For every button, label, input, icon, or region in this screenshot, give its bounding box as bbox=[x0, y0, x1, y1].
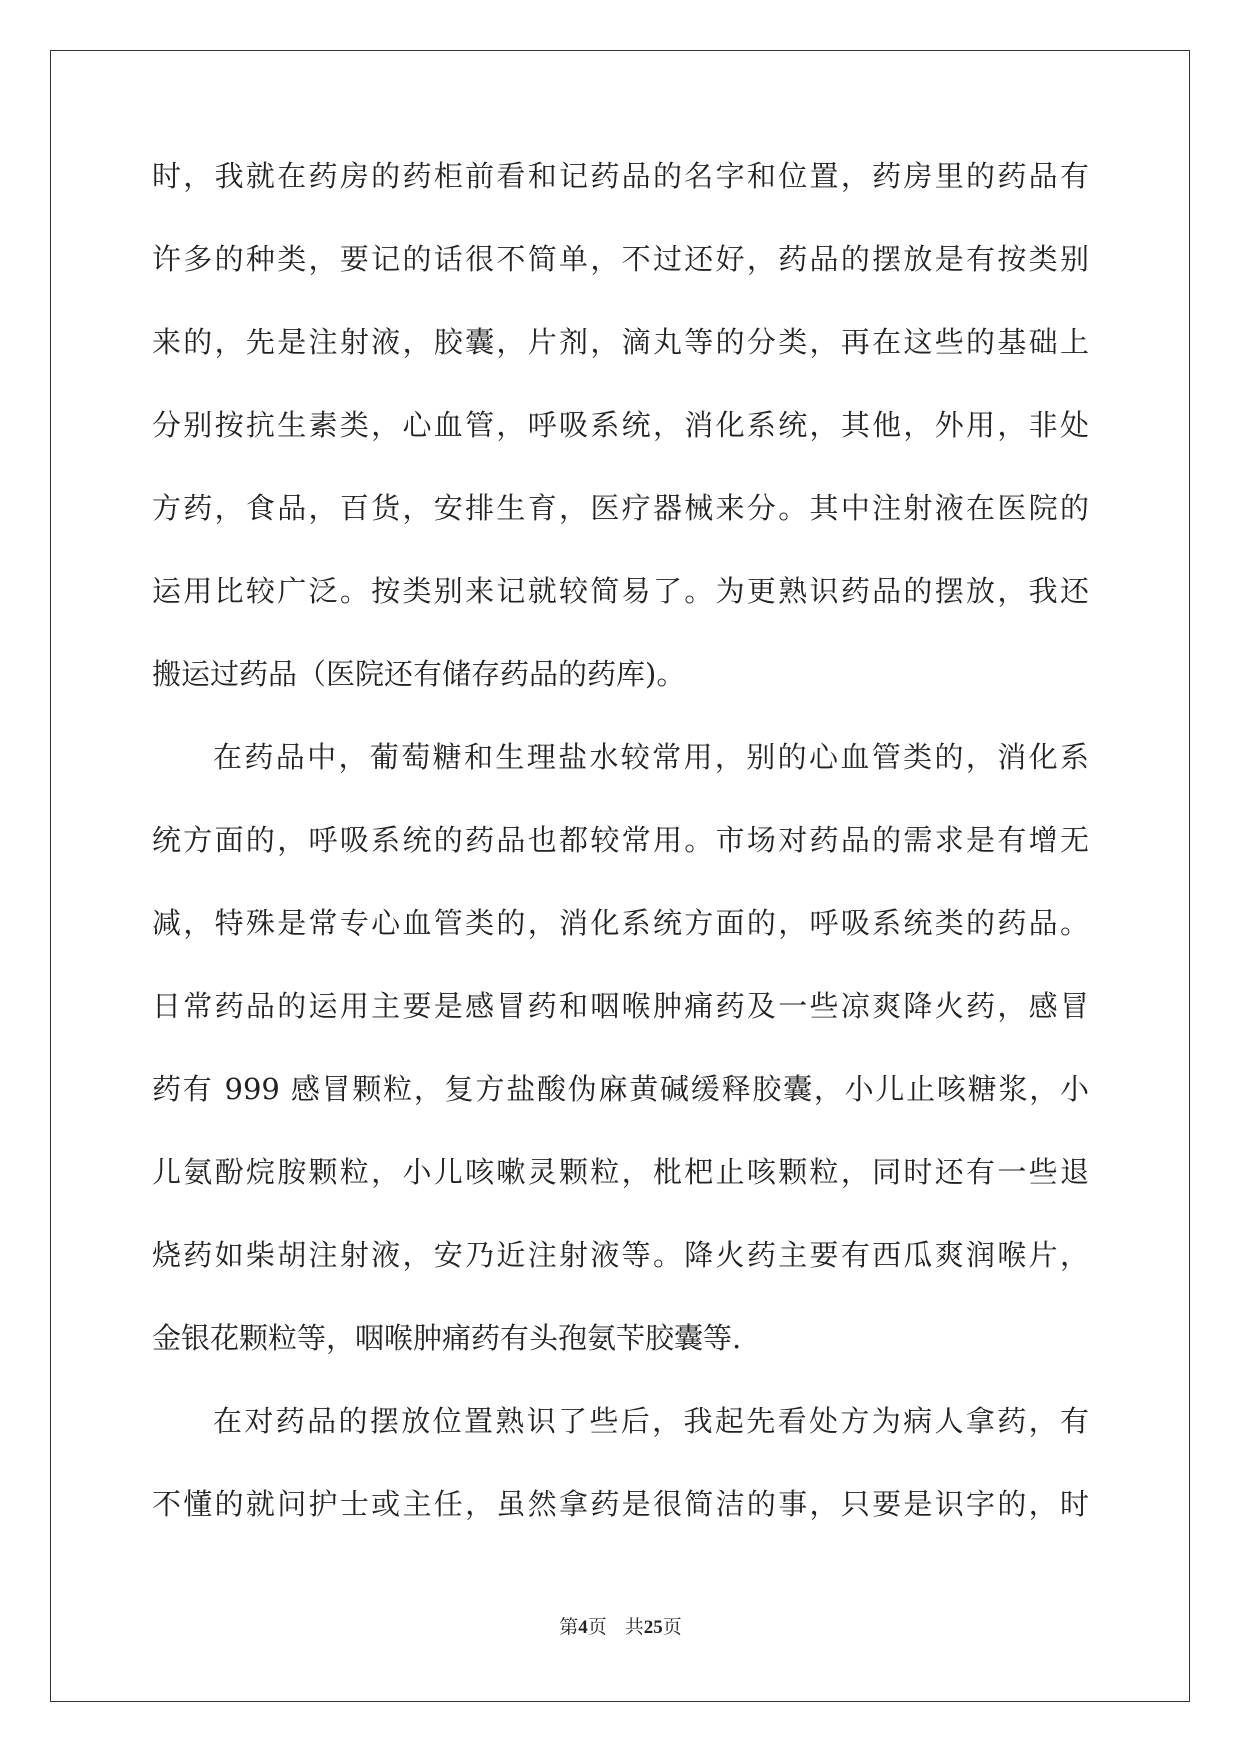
document-body bbox=[152, 160, 1089, 1571]
text-line: 不懂的就问护士或主任，虽然拿药是很简洁的事，只要是识字的，时 bbox=[152, 1487, 1089, 1521]
text-line: 减，特殊是常专心血管类的，消化系统方面的，呼吸系统类的药品。 bbox=[152, 906, 1089, 940]
footer-prefix: 第 bbox=[559, 1617, 579, 1638]
text-line: 方药，食品，百货，安排生育，医疗器械来分。其中注射液在医院的 bbox=[152, 491, 1089, 525]
text-line: 儿氨酚烷胺颗粒，小儿咳嗽灵颗粒，枇杷止咳颗粒，同时还有一些退 bbox=[152, 1155, 1089, 1189]
footer-total-prefix: 共 bbox=[624, 1617, 644, 1638]
text-line: 金银花颗粒等，咽喉肿痛药有头孢氨苄胶囊等. bbox=[152, 1321, 742, 1355]
text-line: 时，我就在药房的药柜前看和记药品的名字和位置，药房里的药品有 bbox=[152, 159, 1089, 193]
text-line: 在药品中，葡萄糖和生理盐水较常用，别的心血管类的，消化系 bbox=[213, 740, 1089, 774]
page-footer bbox=[0, 1612, 1241, 1639]
footer-page-suffix: 页 bbox=[587, 1617, 607, 1638]
text-line: 烧药如柴胡注射液，安乃近注射液等。降火药主要有西瓜爽润喉片， bbox=[152, 1238, 1089, 1272]
text-line: 日常药品的运用主要是感冒药和咽喉肿痛药及一些凉爽降火药，感冒 bbox=[152, 989, 1089, 1023]
text-line: 来的，先是注射液，胶囊，片剂，滴丸等的分类，再在这些的基础上 bbox=[152, 325, 1089, 359]
text-line: 运用比较广泛。按类别来记就较简易了。为更熟识药品的摆放，我还 bbox=[152, 574, 1089, 608]
text-line: 在对药品的摆放位置熟识了些后，我起先看处方为病人拿药，有 bbox=[213, 1404, 1089, 1438]
text-line: 搬运过药品（医院还有储存药品的药库)。 bbox=[152, 657, 686, 691]
text-line: 分别按抗生素类，心血管，呼吸系统，消化系统，其他，外用，非处 bbox=[152, 408, 1089, 442]
page-number: 4 bbox=[578, 1617, 588, 1638]
text-line: 许多的种类，要记的话很不简单，不过还好，药品的摆放是有按类别 bbox=[152, 242, 1089, 276]
total-pages: 25 bbox=[643, 1617, 663, 1638]
text-line: 统方面的，呼吸系统的药品也都较常用。市场对药品的需求是有增无 bbox=[152, 823, 1089, 857]
footer-total-suffix: 页 bbox=[662, 1617, 682, 1638]
text-line: 药有 999 感冒颗粒，复方盐酸伪麻黄碱缓释胶囊，小儿止咳糖浆，小 bbox=[152, 1072, 1089, 1106]
